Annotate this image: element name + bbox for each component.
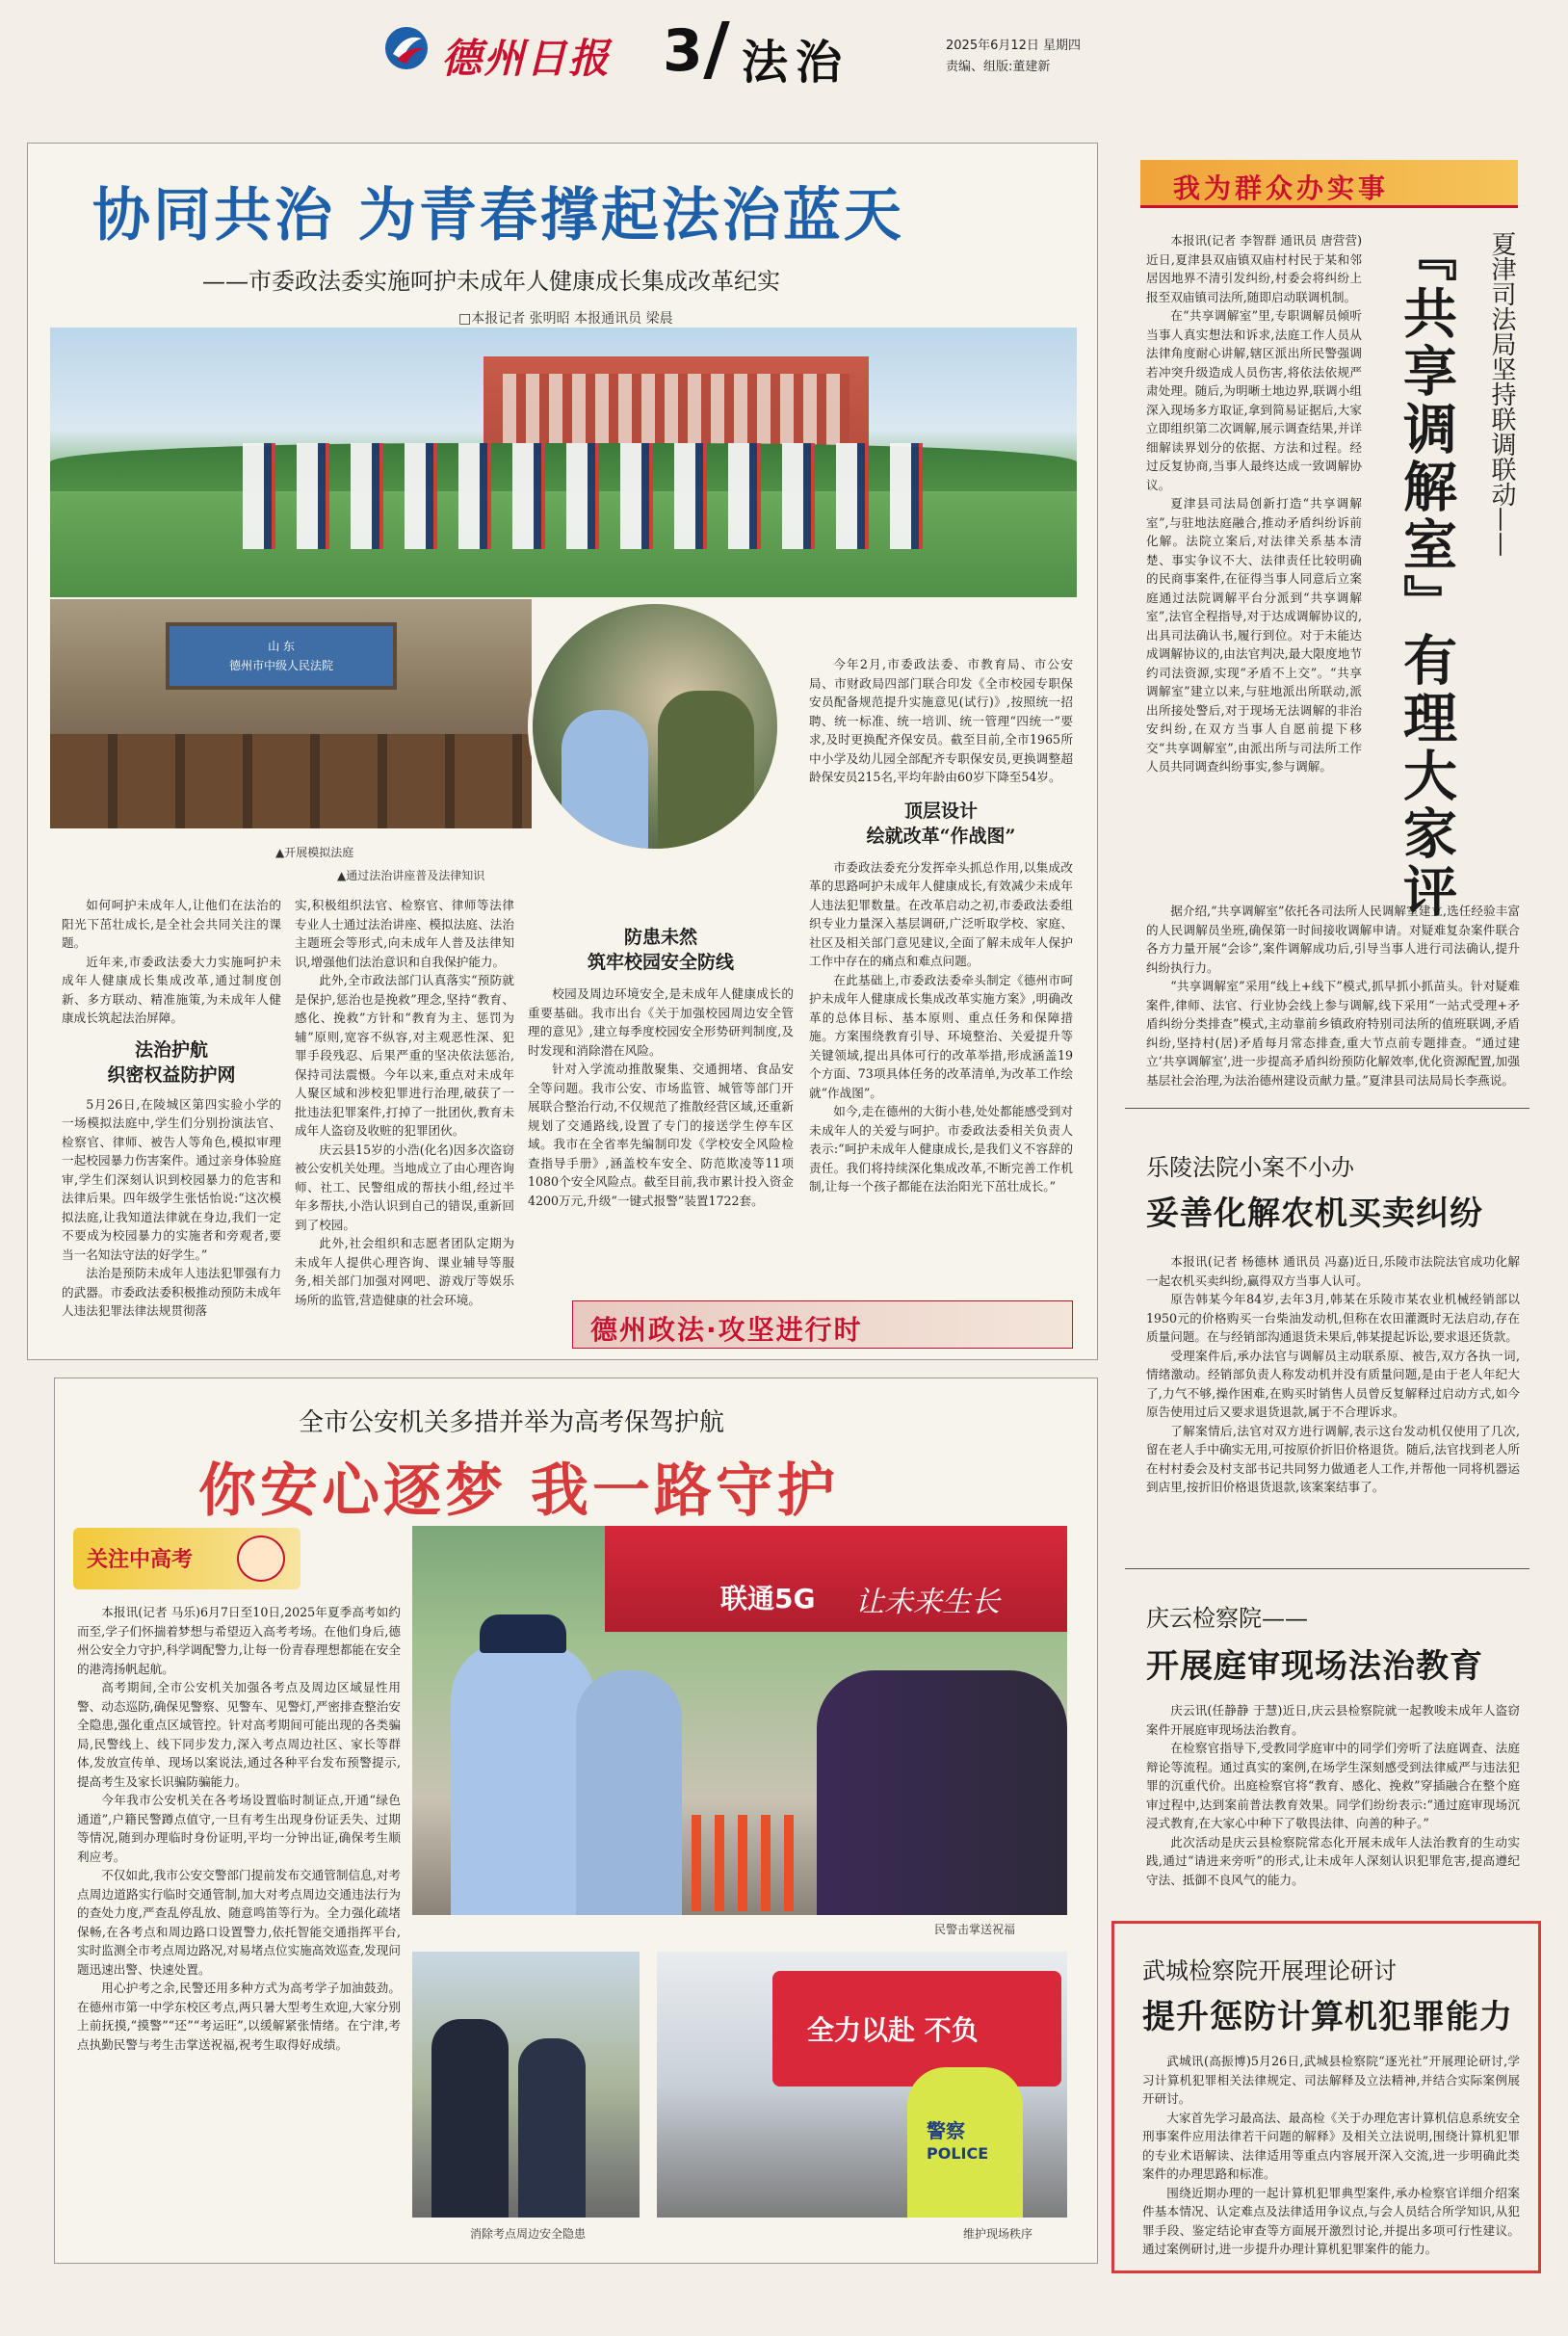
lead-col2-p3: 庆云县15岁的小浩(化名)因多次盗窃被公安机关处理。当地成立了由心理咨询师、社工、民警组成的帮扶小组,经过半年多帮扶,小浩认识到自己的错误,重新回到了校园。 [295,1142,514,1232]
qingyun-headline: 开展庭审现场法治教育 [1146,1647,1483,1686]
xiajin-p5: “共享调解室”采用“线上+线下”模式,抓早抓小抓苗头。针对疑难案件,律师、法官、行业协会线上参与调解,线下采用“一站式受理+矛盾纠纷分类排查”模式,主动靠前乡镇政府特别司法所的值班联调,矛盾纠纷,坚持村(居)矛盾每月常态排查,重大节点前专题排查。“通过建立‘共享调解室’,进一步提高矛盾纠纷预防化解效率,优化资源配置,加强基层社会治理,为法治德州建设贡献力量。”夏津县司法局局长李燕说。 [1146,979,1520,1088]
courtroom-sign-line1: 山 东 [268,640,295,653]
lead-col4-p4: 如今,走在德州的大街小巷,处处都能感受到对未成年人的关爱与呵护。市委政法委相关负责人表示:“呵护未成年人健康成长,是我们义不容辞的责任。我们将持续深化集成改革,不断完善工作机制,让每一个孩子都能在法治阳光下茁壮成长。” [809,1104,1073,1194]
caption-lecture: ▲通过法治讲座普及法律知识 [337,869,485,882]
xiajin-headline: 『共享调解室』有理大家评 [1395,227,1458,921]
lead-col3-p1: 校园及周边环境安全,是未成年人健康成长的重要基础。我市出台《关于加强校园周边安全管理的意见》,建立每季度校园安全形势研判制度,及时发现和消除潜在风险。 [528,986,794,1058]
wucheng-kicker: 武城检察院开展理论研讨 [1142,1957,1397,1984]
qingyun-p3: 此次活动是庆云县检察院常态化开展未成年人法治教育的生动实践,通过“请进来旁听”的形式,让未成年人深刻认识犯罪危害,提高遵纪守法、抵御不良风气的能力。 [1146,1834,1520,1887]
wucheng-p2: 大家首先学习最高法、最高检《关于办理危害计算机信息系统安全刑事案件应用法律若干问题的解释》及相关立法说明,围绕计算机犯罪的专业术语解读、法律适用等重点内容展开深入交流,进一步明确此类案件的办理思路和标准。 [1142,2110,1520,2181]
lead-subhead-2 [528,925,794,975]
politics-banner-text: 德州政法·攻坚进行时 [590,1314,863,1346]
mock-court-photo [50,599,532,828]
lead-col1 [62,896,281,1347]
students-crowd [817,1670,1067,1915]
caption-patrol: 消除考点周边安全隐患 [470,2227,587,2241]
lead-subhead-1-line2: 织密权益防护网 [107,1063,236,1086]
courtroom-screen [166,622,397,690]
student-figure [658,691,754,853]
paper-name: 德州日报 [441,35,612,82]
lead-subhead-3-line1: 顶层设计 [903,800,978,822]
xiajin-col-top [1146,231,1362,896]
lead-col2-p4: 此外,社会组织和志愿者团队定期为未成年人提供心理咨询、课业辅导等服务,相关部门加强对网吧、游戏厅等娱乐场所的监管,营造健康的社会环境。 [295,1236,514,1307]
tent-text: 联通5G [720,1583,816,1614]
leling-p2: 原告韩某今年84岁,去年3月,韩某在乐陵市某农业机械经销部以1950元的价格购买一台柴油发动机,但称在农田灌溉时无法启动,存在质量问题。在与经销部沟通退货未果后,韩某提起诉讼,要求退还货款。 [1146,1292,1520,1344]
qingyun-p2: 在检察官指导下,受教同学庭审中的同学们旁听了法庭调查、法庭辩论等流程。通过真实的案例,在场学生深刻感受到法律威严与违法犯罪的沉重代价。出庭检察官将“教育、感化、挽救”穿插融合在整个庭审过程中,达到案前普法教育效果。同学们纷纷表示:“通过庭审现场沉浸式教育,在大家心中种下了敬畏法律、向善的种子。” [1146,1741,1520,1830]
service-column-banner [1140,160,1518,208]
traffic-officer-figure [907,2067,1023,2218]
police-highfive-photo [412,1526,1067,1915]
wucheng-body [1142,2052,1520,2264]
police-p2: 高考期间,全市公安机关加强各考点及周边区域显性用警、动态巡防,确保见警察、见警车、见警灯,严密排查整治安全隐患,强化重点区域管控。针对高考期间可能出现的各类骗局,民警线上、线下同步发力,深入考点周边社区、家长等群体,发放宣传单、现场以案说法,通过各种平台发布预警提示,提高考生及家长识骗防骗能力。 [77,1680,401,1789]
paper-logo-icon [383,25,430,71]
caption-traffic: 维护现场秩序 [963,2227,1033,2241]
police-kicker: 全市公安机关多措并举为高考保驾护航 [299,1408,725,1437]
police-p1: 本报讯(记者 马乐)6月7日至10日,2025年夏季高考如约而至,学子们怀揣着梦想与希望迈入高考考场。在他们身后,德州公安全力守护,科学调配警力,让每一份青春理想都能在安全的港湾扬帆起航。 [77,1605,401,1676]
lead-col2-p1: 实,积极组织法官、检察官、律师等法律专业人士通过法治讲座、模拟法庭、法治主题班会等形式,向未成年人普及法律知识,增强他们法治意识和自我保护能力。 [295,898,514,969]
lead-col4 [809,655,1073,1310]
officer-figure-2 [576,1670,682,1915]
lead-col2-p2: 此外,全市政法部门认真落实“预防就是保护,惩治也是挽救”理念,坚持“教育、感化、挽救”方针和“教育为主、惩罚为辅”原则,宽容不纵容,对主观恶性深、犯罪手段残忍、后果严重的坚决依法惩治,保持司法震慑。今年以来,重点对未成年人聚区域和涉校犯罪进行治理,破获了一批违法犯罪案件,打掉了一批团伙,教育未成年人盗窃及收赃的犯罪团伙。 [295,973,514,1138]
lead-col3 [528,925,794,1310]
vest-text-2: POLICE [927,2144,989,2163]
vest-text: 警察 [927,2119,965,2142]
student-reading-icon [237,1535,285,1582]
lead-col1-p3: 5月26日,在陵城区第四实验小学的一场模拟法庭中,学生们分别扮演法官、检察官、律师、被告人等角色,模拟审理一起校园暴力伤害案件。通过亲身体验庭审,学生们深刻认识到校园暴力的危害和法律后果。四年级学生张恬怡说:“这次模拟法庭,让我知道法律就在身边,我们一定不要成为校园暴力的实施者和旁观者,要当一名知法守法的好学生。” [62,1096,281,1262]
lead-subtitle: ——市委政法委实施呵护未成年人健康成长集成改革纪实 [202,268,780,295]
lead-col4-p2: 市委政法委充分发挥牵头抓总作用,以集成改革的思路呵护未成年人健康成长,有效减少未成年人违法犯罪数量。在改革启动之初,市委政法委组织专业力量深入基层调研,广泛听取学校、家庭、社区及相关部门意见建议,全面了解未成年人保护工作中存在的痛点和难点问题。 [809,859,1073,968]
police-p5: 用心护考之余,民警还用多种方式为高考学子加油鼓劲。在德州市第一中学东校区考点,两只暑大型考生欢迎,大家分别上前抚摸,“摸警”“还”“考运旺”,以缓解紧张情绪。在宁津,考点执勤民警与考生击掌送祝福,祝考生取得好成绩。 [77,1981,401,2052]
leling-p4: 了解案情后,法官对双方进行调解,表示这台发动机仅使用了几次,留在老人手中确实无用,可按原价折旧价格退货。随后,法官找到老人所在村村委会及村支部书记共同努力做通老人工作,并帮他一同将机器运到店里,按折旧价格退货退款,该案案结事了。 [1146,1423,1520,1494]
lead-col1-p1: 如何呵护未成年人,让他们在法治的阳光下茁壮成长,是全社会共同关注的课题。 [62,898,281,950]
students-row [243,443,936,549]
bus-text: 全力以赴 不负 [807,2014,979,2046]
xiajin-p2: 在“共享调解室”里,专职调解员倾听当事人真实想法和诉求,法庭工作人员从法律角度耐心讲解,辖区派出所民警强调若冲突升级造成人员伤害,将依法依规严肃处理。随后,为明晰土地边界,联调小组深入现场多方取证,拿到简易证据后,大家立即组织第二次调解,展示调查结果,并详细解读界划分的依据、方法和过程。经过反复协商,当事人最终达成一致调解协议。 [1146,308,1362,492]
wucheng-p3: 围绕近期办理的一起计算机犯罪典型案件,承办检察官详细介绍案件基本情况、认定难点及法律适用争议点,与会人员结合所学知识,从犯罪手段、鉴定结论审查等方面展开激烈讨论,并提出多项可行性建议。通过案例研讨,进一步提升办理计算机犯罪案件的能力。 [1142,2185,1520,2256]
xiajin-kicker: 夏津司法局坚持联调联动—— [1487,231,1516,557]
police-p3: 今年我市公安机关在各考场设置临时制证点,开通“绿色通道”,户籍民警蹲点值守,一旦有考生出现身份证丢失、过期等情况,随到办理临时身份证明,平均一分钟出证,确保考生顺利应考。 [77,1793,401,1864]
xiajin-col-bottom [1146,902,1520,1094]
section-title: 法治 [742,36,850,90]
lead-headline: 协同共治 为青春撑起法治蓝天 [92,182,904,249]
exam-focus-badge [73,1528,301,1589]
lead-subhead-3-line2: 绘就改革“作战图” [866,825,1016,847]
page-divider-slash [703,21,729,79]
traffic-cones [692,1815,807,1911]
lead-col3-p2: 针对入学流动推散聚集、交通拥堵、食品安全等问题。我市公安、市场监管、城管等部门开展联合整治行动,不仅规范了推散经营区域,还重新规划了交通路线,设置了专门的接送学生停车区域。我市在全省率先编制印发《学校安全风险检查指导手册》,涵盖校车安全、防范欺凌等11项1080个安全风险点。截至目前,我市累计投入资金4200万元,升级“一键式报警”装置1722套。 [528,1062,794,1208]
sidebar-divider-2 [1125,1568,1529,1569]
xiajin-p3: 夏津县司法局创新打造“共享调解室”,与驻地法庭融合,推动矛盾纠纷诉前化解。法院立案后,对法律关系基本清楚、事实争议不大、法律责任比较明确的民商事案件,在征得当事人同意后立案庭通过法院调解平台分派到“共享调解室”,法官全程指导,对于达成调解协议的,出具司法确认书,履行到位。对于未能达成调解协议的,由法官判决,最大限度地节约司法资源,实现“矛盾不上交”。“共享调解室”建立以来,与驻地派出所联动,派出所接处警后,对于现场无法调解的非治安纠纷,在双方当事人自愿前提下移交“共享调解室”,由派出所与司法所工作人员共同调查纠纷事实,参与调解。 [1146,496,1362,774]
wucheng-headline: 提升惩防计算机犯罪能力 [1142,1998,1513,2036]
officer-figure-1 [451,1641,595,1915]
issue-date: 2025年6月12日 星期四 [946,39,1082,53]
lecture-photo [528,599,782,853]
xiajin-p1: 本报讯(记者 李智群 通讯员 唐营营)近日,夏津县双庙镇双庙村村民于某和邻居因地界不清引发纠纷,村委会将纠纷上报至双庙镇司法所,随即启动联调机制。 [1146,233,1362,304]
police-p4: 不仅如此,我市公安交警部门提前发布交通管制信息,对考点周边道路实行临时交通管制,加大对考点周边交通违法行为的查处力度,严查乱停乱放、随意鸣笛等行为。全力强化疏堵保畅,在各考点和周边路口设置警力,依托智能交通指挥平台,实时监测全市考点周边路况,对易堵点位实施高效巡查,发现问题迅速出警、快速处置。 [77,1868,401,1977]
patrol-officer-2 [518,2038,586,2218]
lead-subhead-2-line2: 筑牢校园安全防线 [587,952,734,973]
qingyun-kicker: 庆云检察院—— [1146,1605,1308,1632]
patrol-officer-1 [431,2019,509,2218]
red-tent [605,1526,1067,1632]
lead-col4-p3: 在此基础上,市委政法委牵头制定《德州市呵护未成年人健康成长集成改革实施方案》,明确改革的总体目标、基本原则、重点任务和保障措施。方案围绕教育引导、环境整治、关爱提升等关键领域,提出具体可行的改革举措,形成涵盖19个方面、73项具体任务的改革清单,为改革工作绘就“作战图”。 [809,972,1073,1100]
bus [772,1971,1061,2087]
lead-byline: □本报记者 张明昭 本报通讯员 梁晨 [458,311,673,327]
leling-kicker: 乐陵法院小案不小办 [1146,1154,1354,1181]
lead-subhead-3 [809,799,1073,849]
page-number: 3 [663,17,703,85]
editor-credit: 责编、组版:董建新 [946,60,1051,74]
masthead [0,0,1568,96]
leling-p3: 受理案件后,承办法官与调解员主动联系原、被告,双方各执一词,情绪激动。经销部负责人称发动机并没有质量问题,是由于老人年纪大了,力气不够,操作困难,在购买时销售人员曾反复解释过启动方式,如今原告使用过后又要求退货退款,属于不合理诉求。 [1146,1348,1520,1419]
police-patrol-photo [412,1952,640,2218]
courtroom-sign-line2: 德州市中级人民法院 [228,659,333,672]
police-col1 [77,1603,401,2258]
children-running-photo [50,328,1077,597]
police-traffic-photo [657,1952,1067,2218]
exam-focus-badge-text: 关注中高考 [87,1548,194,1572]
leling-headline: 妥善化解农机买卖纠纷 [1146,1194,1483,1233]
police-officer-figure [562,710,648,853]
courtroom-desks [50,734,532,828]
politics-banner [572,1300,1073,1349]
officer-cap-1 [480,1614,566,1653]
lead-subhead-2-line1: 防患未然 [623,927,697,948]
lead-col1-p2: 近年来,市委政法委大力实施呵护未成年人健康成长集成改革,通过制度创新、多方联动、精准施策,为未成年人健康成长筑起法治屏障。 [62,954,281,1025]
caption-mock-court: ▲开展模拟法庭 [275,846,354,859]
lead-subhead-1 [62,1037,281,1088]
qingyun-body [1146,1701,1520,1894]
caption-highfive: 民警击掌送祝福 [934,1923,1016,1936]
leling-body [1146,1252,1520,1547]
police-headline: 你安心逐梦 我一路守护 [198,1457,839,1525]
sidebar-divider-1 [1125,1108,1529,1109]
xiajin-p4: 据介绍,“共享调解室”依托各司法所人民调解室建立,选任经验丰富的人民调解员坐班,确保第一时间接收调解申请。对疑难复杂案件联合各方力量开展“会诊”,案件调解成功后,引导当事人进行司法确认,提升纠纷执行力。 [1146,904,1520,975]
lead-col1-p4: 法治是预防未成年人违法犯罪强有力的武器。市委政法委积极推动预防未成年人违法犯罪法律法规贯彻落 [62,1266,281,1318]
tent-text-2: 让未来生长 [855,1586,1000,1619]
lead-col2 [295,896,514,1347]
lead-subhead-1-line1: 法治护航 [134,1038,208,1061]
service-column-banner-text: 我为群众办实事 [1173,172,1390,204]
lead-col4-p1: 今年2月,市委政法委、市教育局、市公安局、市财政局四部门联合印发《全市校园专职保安员配备规范提升实施意见(试行)》,按照统一招聘、统一标准、统一培训、统一管理“四统一”要求,及时更换配齐保安员。截至目前,全市1965所中小学及幼儿园全部配齐专职保安员,更换调整超龄保安员215名,平均年龄由60岁下降至54岁。 [809,657,1073,784]
wucheng-p1: 武城讯(高振博)5月26日,武城县检察院“逐光社”开展理论研讨,学习计算机犯罪相关法律规定、司法解释及立法精神,并结合实际案例展开研讨。 [1142,2054,1520,2106]
qingyun-p1: 庆云讯(任静静 于慧)近日,庆云县检察院就一起教唆未成年人盗窃案件开展庭审现场法治教育。 [1146,1703,1520,1737]
leling-p1: 本报讯(记者 杨德林 通讯员 冯嘉)近日,乐陵市法院法官成功化解一起农机买卖纠纷,赢得双方当事人认可。 [1146,1254,1520,1288]
